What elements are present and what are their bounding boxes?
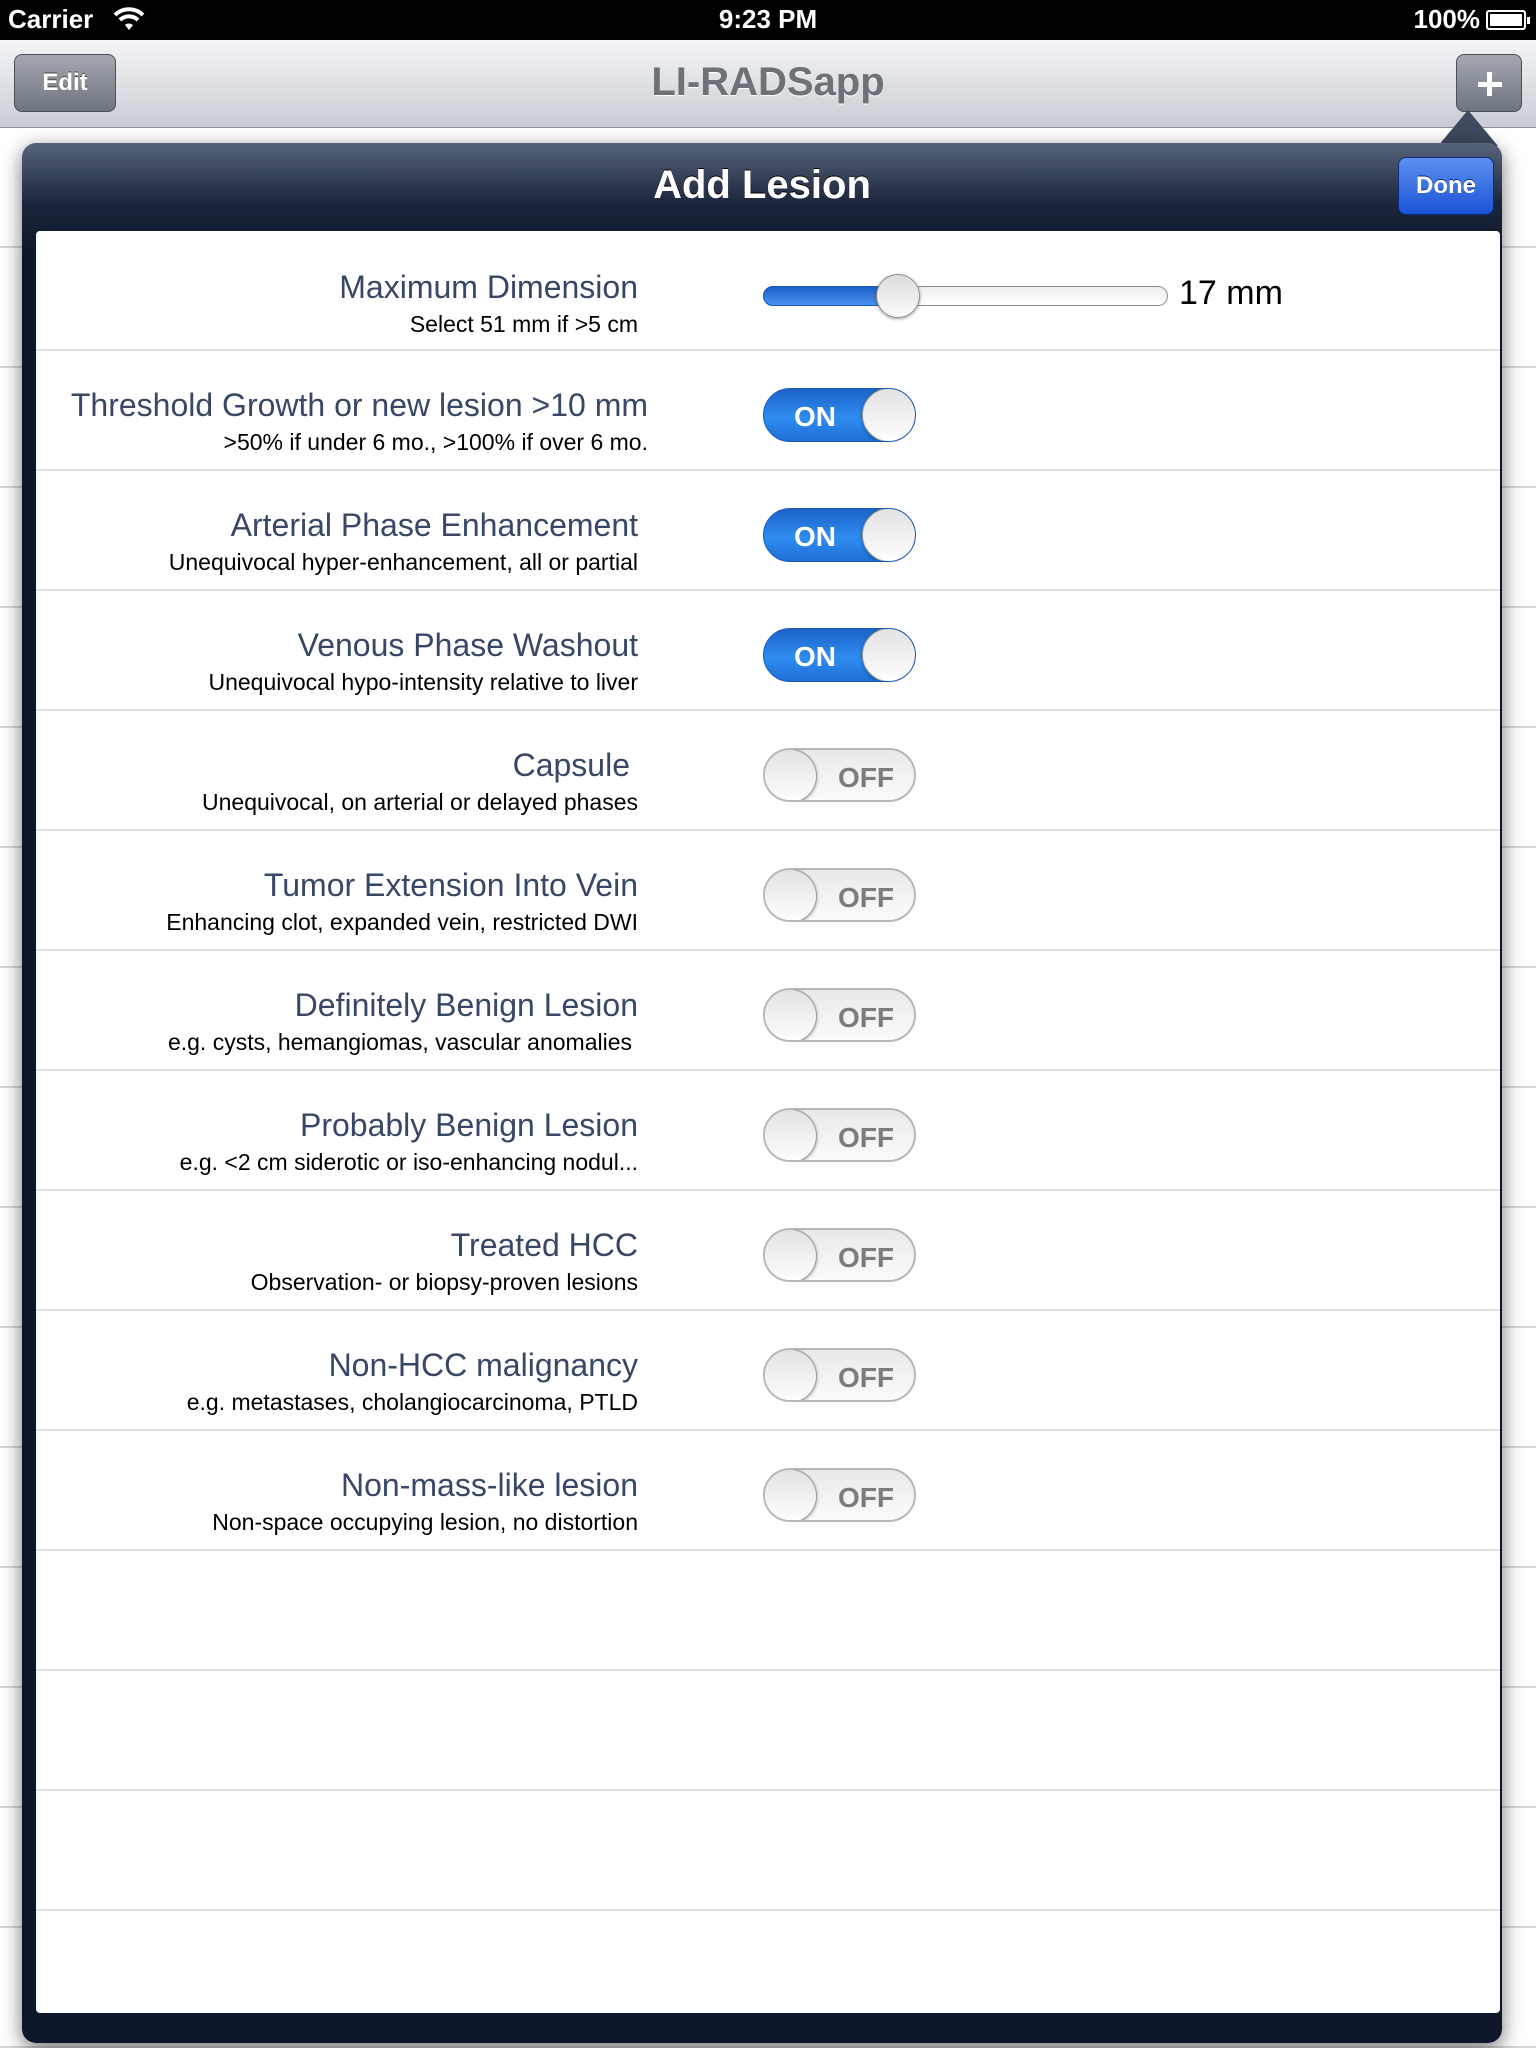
feature-label: Venous Phase Washout [297,627,638,663]
battery-percent: 100% [1413,4,1480,34]
feature-sub: e.g. metastases, cholangiocarcinoma, PTLD [186,1389,638,1415]
feature-label: Threshold Growth or new lesion >10 mm [70,387,648,423]
status-bar [0,0,1536,40]
feature-row-venous-washout [36,591,1500,711]
capsule-switch[interactable]: OFF [763,748,916,802]
non-mass-like-switch[interactable]: OFF [763,1468,916,1522]
feature-sub: Observation- or biopsy-proven lesions [250,1269,638,1295]
feature-label: Probably Benign Lesion [299,1107,638,1143]
dimension-slider-knob[interactable] [876,274,920,318]
max-dimension-label: Maximum Dimension [339,269,638,305]
feature-row-non-hcc-malignancy [36,1311,1500,1431]
tumor-vein-switch[interactable]: OFF [763,868,916,922]
plus-icon[interactable] [1456,54,1522,112]
arterial-phase-switch[interactable]: ON [763,508,916,562]
definitely-benign-switch[interactable]: OFF [763,988,916,1042]
feature-label: Tumor Extension Into Vein [263,867,638,903]
feature-label: Treated HCC [450,1227,638,1263]
feature-label: Non-mass-like lesion [341,1467,638,1503]
done-button[interactable]: Done [1398,157,1494,215]
feature-label: Capsule [512,747,630,783]
clock: 9:23 PM [718,4,818,34]
feature-sub: Non-space occupying lesion, no distortion [212,1509,638,1535]
empty-row [36,1791,1500,1911]
feature-row-threshold-growth [36,351,1500,471]
battery-icon [1486,10,1526,30]
feature-sub: >50% if under 6 mo., >100% if over 6 mo. [223,429,648,455]
feature-label: Arterial Phase Enhancement [230,507,638,543]
edit-button[interactable]: Edit [14,54,116,112]
lesion-form [36,231,1500,2013]
max-dimension-hint: Select 51 mm if >5 cm [409,311,638,337]
probably-benign-switch[interactable]: OFF [763,1108,916,1162]
feature-row-tumor-vein [36,831,1500,951]
feature-label: Non-HCC malignancy [328,1347,638,1383]
feature-row-arterial-phase [36,471,1500,591]
max-dimension-row [36,231,1500,351]
feature-sub: Enhancing clot, expanded vein, restricted DWI [166,909,638,935]
app-title: LI-RADSapp [651,60,885,104]
venous-washout-switch[interactable]: ON [763,628,916,682]
feature-sub: Unequivocal, on arterial or delayed phases [202,789,638,815]
empty-row [36,1551,1500,1671]
feature-row-non-mass-like [36,1431,1500,1551]
feature-row-capsule [36,711,1500,831]
popover-title: Add Lesion [653,163,871,207]
feature-sub: Unequivocal hypo-intensity relative to liver [208,669,638,695]
feature-sub: e.g. <2 cm siderotic or iso-enhancing nodul... [179,1149,638,1175]
threshold-growth-switch[interactable]: ON [763,388,916,442]
empty-row [36,1671,1500,1791]
dimension-value: 17 mm [1179,274,1283,312]
carrier-label: Carrier [8,4,94,34]
feature-row-probably-benign [36,1071,1500,1191]
non-hcc-malignancy-switch[interactable]: OFF [763,1348,916,1402]
feature-sub: Unequivocal hyper-enhancement, all or partial [168,549,638,575]
popover-arrow [1438,110,1498,146]
feature-row-definitely-benign [36,951,1500,1071]
feature-label: Definitely Benign Lesion [294,987,638,1023]
feature-sub: e.g. cysts, hemangiomas, vascular anomalies [167,1029,632,1055]
treated-hcc-switch[interactable]: OFF [763,1228,916,1282]
feature-row-treated-hcc [36,1191,1500,1311]
